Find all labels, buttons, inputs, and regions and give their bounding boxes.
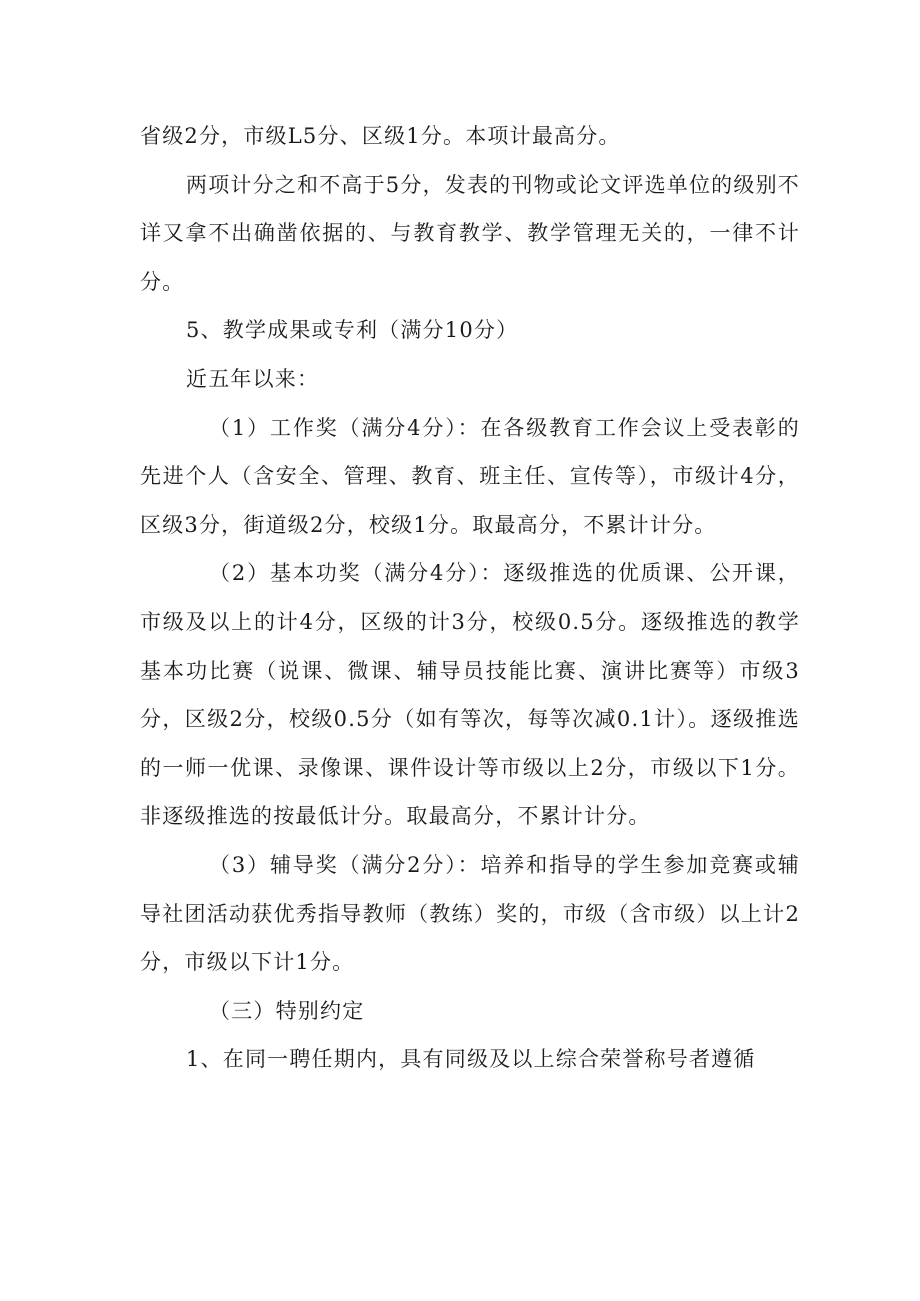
paragraph-same-term-rule: 1、在同一聘任期内，具有同级及以上综合荣誉称号者遵循 [186, 1047, 756, 1072]
section-heading-special-agreement: （三）特别约定 [209, 998, 365, 1023]
paragraph-total-limit: 两项计分之和不高于5分，发表的刊物或论文评选单位的级别不详又拿不出确凿依据的、与教育教学、教学管理无关的，一律不计分。 [140, 172, 800, 294]
paragraph-work-award: （1）工作奖（满分4分）：在各级教育工作会议上受表彰的先进个人（含安全、管理、教育、班主任、宣传等），市级计4分，区级3分，街道级2分，校级1分。取最高分，不累计计分。 [140, 415, 800, 537]
section-heading-teaching-achievement: 5、教学成果或专利（满分10分） [186, 318, 519, 343]
paragraph-scoring-levels: 省级2分，市级L5分、区级1分。本项计最高分。 [140, 124, 621, 148]
paragraph-recent-five-years: 近五年以来： [186, 366, 320, 391]
body-text [140, 112, 800, 1084]
paragraph-basic-skill-award: （2）基本功奖（满分4分）：逐级推选的优质课、公开课，市级及以上的计4分，区级的计3分，校级0.5分。逐级推选的教学基本功比赛（说课、微课、辅导员技能比赛、演讲比赛等）市级3分，区级2分，校级0.5分（如有等次，每等次减0.1计）。逐级推选的一师一优课、录像课、课件设计等市级以上2分，市级以下1分。非逐级推选的按最低计分。取最高分，不累计计分。 [140, 561, 800, 829]
paragraph-coaching-award: （3）辅导奖（满分2分）：培养和指导的学生参加竞赛或辅导社团活动获优秀指导教师（教练）奖的，市级（含市级）以上计2分，市级以下计1分。 [140, 852, 800, 975]
